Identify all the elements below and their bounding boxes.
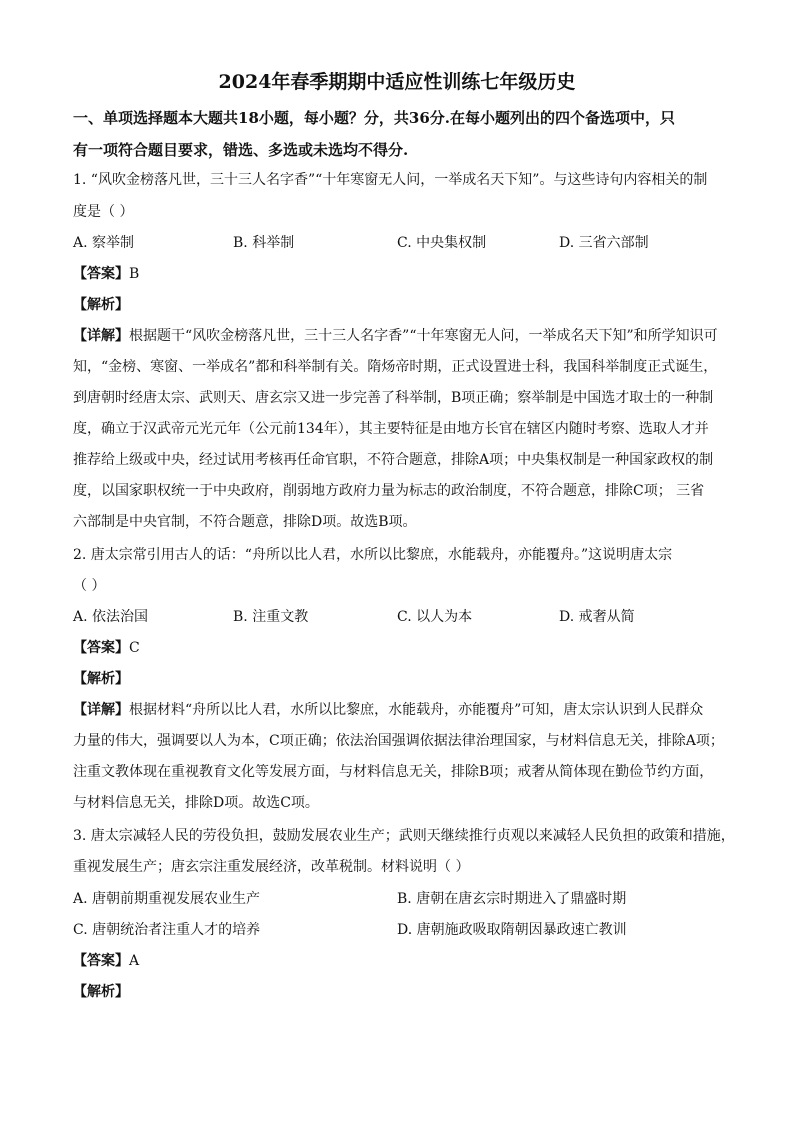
q3-option-a: A. 唐朝前期重视发展农业生产 [73, 891, 261, 907]
page-title: 2024年春季期期中适应性训练七年级历史 [218, 71, 576, 93]
detail-tag: 【详解】 [73, 702, 129, 718]
q2-detail-line-4: 与材料信息无关，排除D项。故选C项。 [73, 795, 319, 811]
q1-detail-line-5: 推荐给上级或中央，经过试用考核再任命官职，不符合题意，排除A项；中央集权制是一种国家政权的制 [73, 452, 714, 468]
section-heading-line-1: 一、单项选择题本大题共18小题，每小题？分，共36分.在每小题列出的四个备选项中，只 [73, 109, 675, 127]
answer-value: C [129, 640, 140, 656]
q1-answer [73, 264, 732, 284]
q2-detail-line-3: 注重文教体现在重视教育文化等发展方面，与材料信息无关，排除B项；戒奢从简体现在勤俭节约方面， [73, 764, 714, 780]
q1-detail-line-3: 到唐朝时经唐太宗、武则天、唐玄宗又进一步完善了科举制，B项正确；察举制是中国选才取士的一种制 [73, 390, 714, 406]
q2-option-c: C. 以人为本 [397, 609, 473, 625]
q1-option-d: D. 三省六部制 [559, 235, 649, 251]
q1-detail-line-6: 度，以国家职权统一于中央政府，削弱地方政府力量为标志的政治制度，不符合题意，排除C项； 三省 [73, 483, 705, 499]
q1-detail-line-4: 度，确立于汉武帝元光元年（公元前134年），其主要特征是由地方长官在辖区内随时考察、选取人才并 [73, 421, 709, 437]
q1-analysis-tag: 【解析】 [73, 297, 129, 313]
q2-stem-line-1: 2. 唐太宗常引用古人的话：“舟所以比人君，水所以比黎庶，水能载舟，亦能覆舟。”这说明唐太宗 [73, 547, 673, 563]
q1-stem-line-1: 1. “风吹金榜落凡世，三十三人名字香”“十年寒窗无人问，一举成名天下知”。与这些诗句内容相关的制 [73, 172, 708, 188]
q2-analysis-tag: 【解析】 [73, 671, 129, 687]
answer-tag: 【答案】 [73, 640, 129, 656]
q2-option-b: B. 注重文教 [233, 609, 309, 625]
q1-detail-line-2: 知，“金榜、寒窗、一举成名”都和科举制有关。隋炀帝时期，正式设置进士科，我国科举制度正式诞生， [73, 359, 718, 375]
answer-value: B [129, 266, 140, 282]
q3-answer [73, 951, 732, 971]
q2-option-d: D. 戒奢从简 [559, 609, 635, 625]
answer-value: A [129, 953, 140, 969]
q2-option-a: A. 依法治国 [73, 609, 149, 625]
q3-option-b: B. 唐朝在唐玄宗时期进入了鼎盛时期 [397, 891, 627, 907]
q1-stem-line-2: 度是（ ） [73, 204, 134, 220]
detail-tag: 【详解】 [73, 328, 129, 344]
q2-stem-line-2: （ ） [73, 578, 106, 594]
q2-detail-line-2: 力量的伟大，强调要以人为本，C项正确；依法治国强调依据法律治理国家，与材料信息无关，排除A项； [73, 733, 724, 749]
q3-option-c: C. 唐朝统治者注重人才的培养 [73, 922, 261, 938]
q2-detail-line-1 [73, 700, 732, 720]
q1-option-c: C. 中央集权制 [397, 235, 487, 251]
q2-answer [73, 638, 732, 658]
q3-stem-line-1: 3. 唐太宗减轻人民的劳役负担，鼓励发展农业生产；武则天继续推行贞观以来减轻人民负担的政策和措施， [73, 828, 735, 844]
detail-text: 根据材料“舟所以比人君，水所以比黎庶，水能载舟，亦能覆舟”可知，唐太宗认识到人民群众 [129, 702, 704, 718]
section-heading-line-2: 有一项符合题目要求，错选、多选或未选均不得分. [73, 141, 409, 159]
answer-tag: 【答案】 [73, 266, 129, 282]
q3-analysis-tag: 【解析】 [73, 984, 129, 1000]
q1-option-a: A. 察举制 [73, 235, 135, 251]
q1-detail-line-7: 六部制是中央官制，不符合题意，排除D项。故选B项。 [73, 514, 417, 530]
q3-option-d: D. 唐朝施政吸取隋朝因暴政速亡教训 [397, 922, 627, 938]
q1-option-b: B. 科举制 [233, 235, 295, 251]
q1-detail-line-1 [73, 326, 732, 346]
q3-stem-line-2: 重视发展生产；唐玄宗注重发展经济，改革税制。材料说明（ ） [73, 859, 470, 875]
answer-tag: 【答案】 [73, 953, 129, 969]
detail-text: 根据题干“风吹金榜落凡世，三十三人名字香”“十年寒窗无人问，一举成名天下知”和所学知识可 [129, 328, 718, 344]
